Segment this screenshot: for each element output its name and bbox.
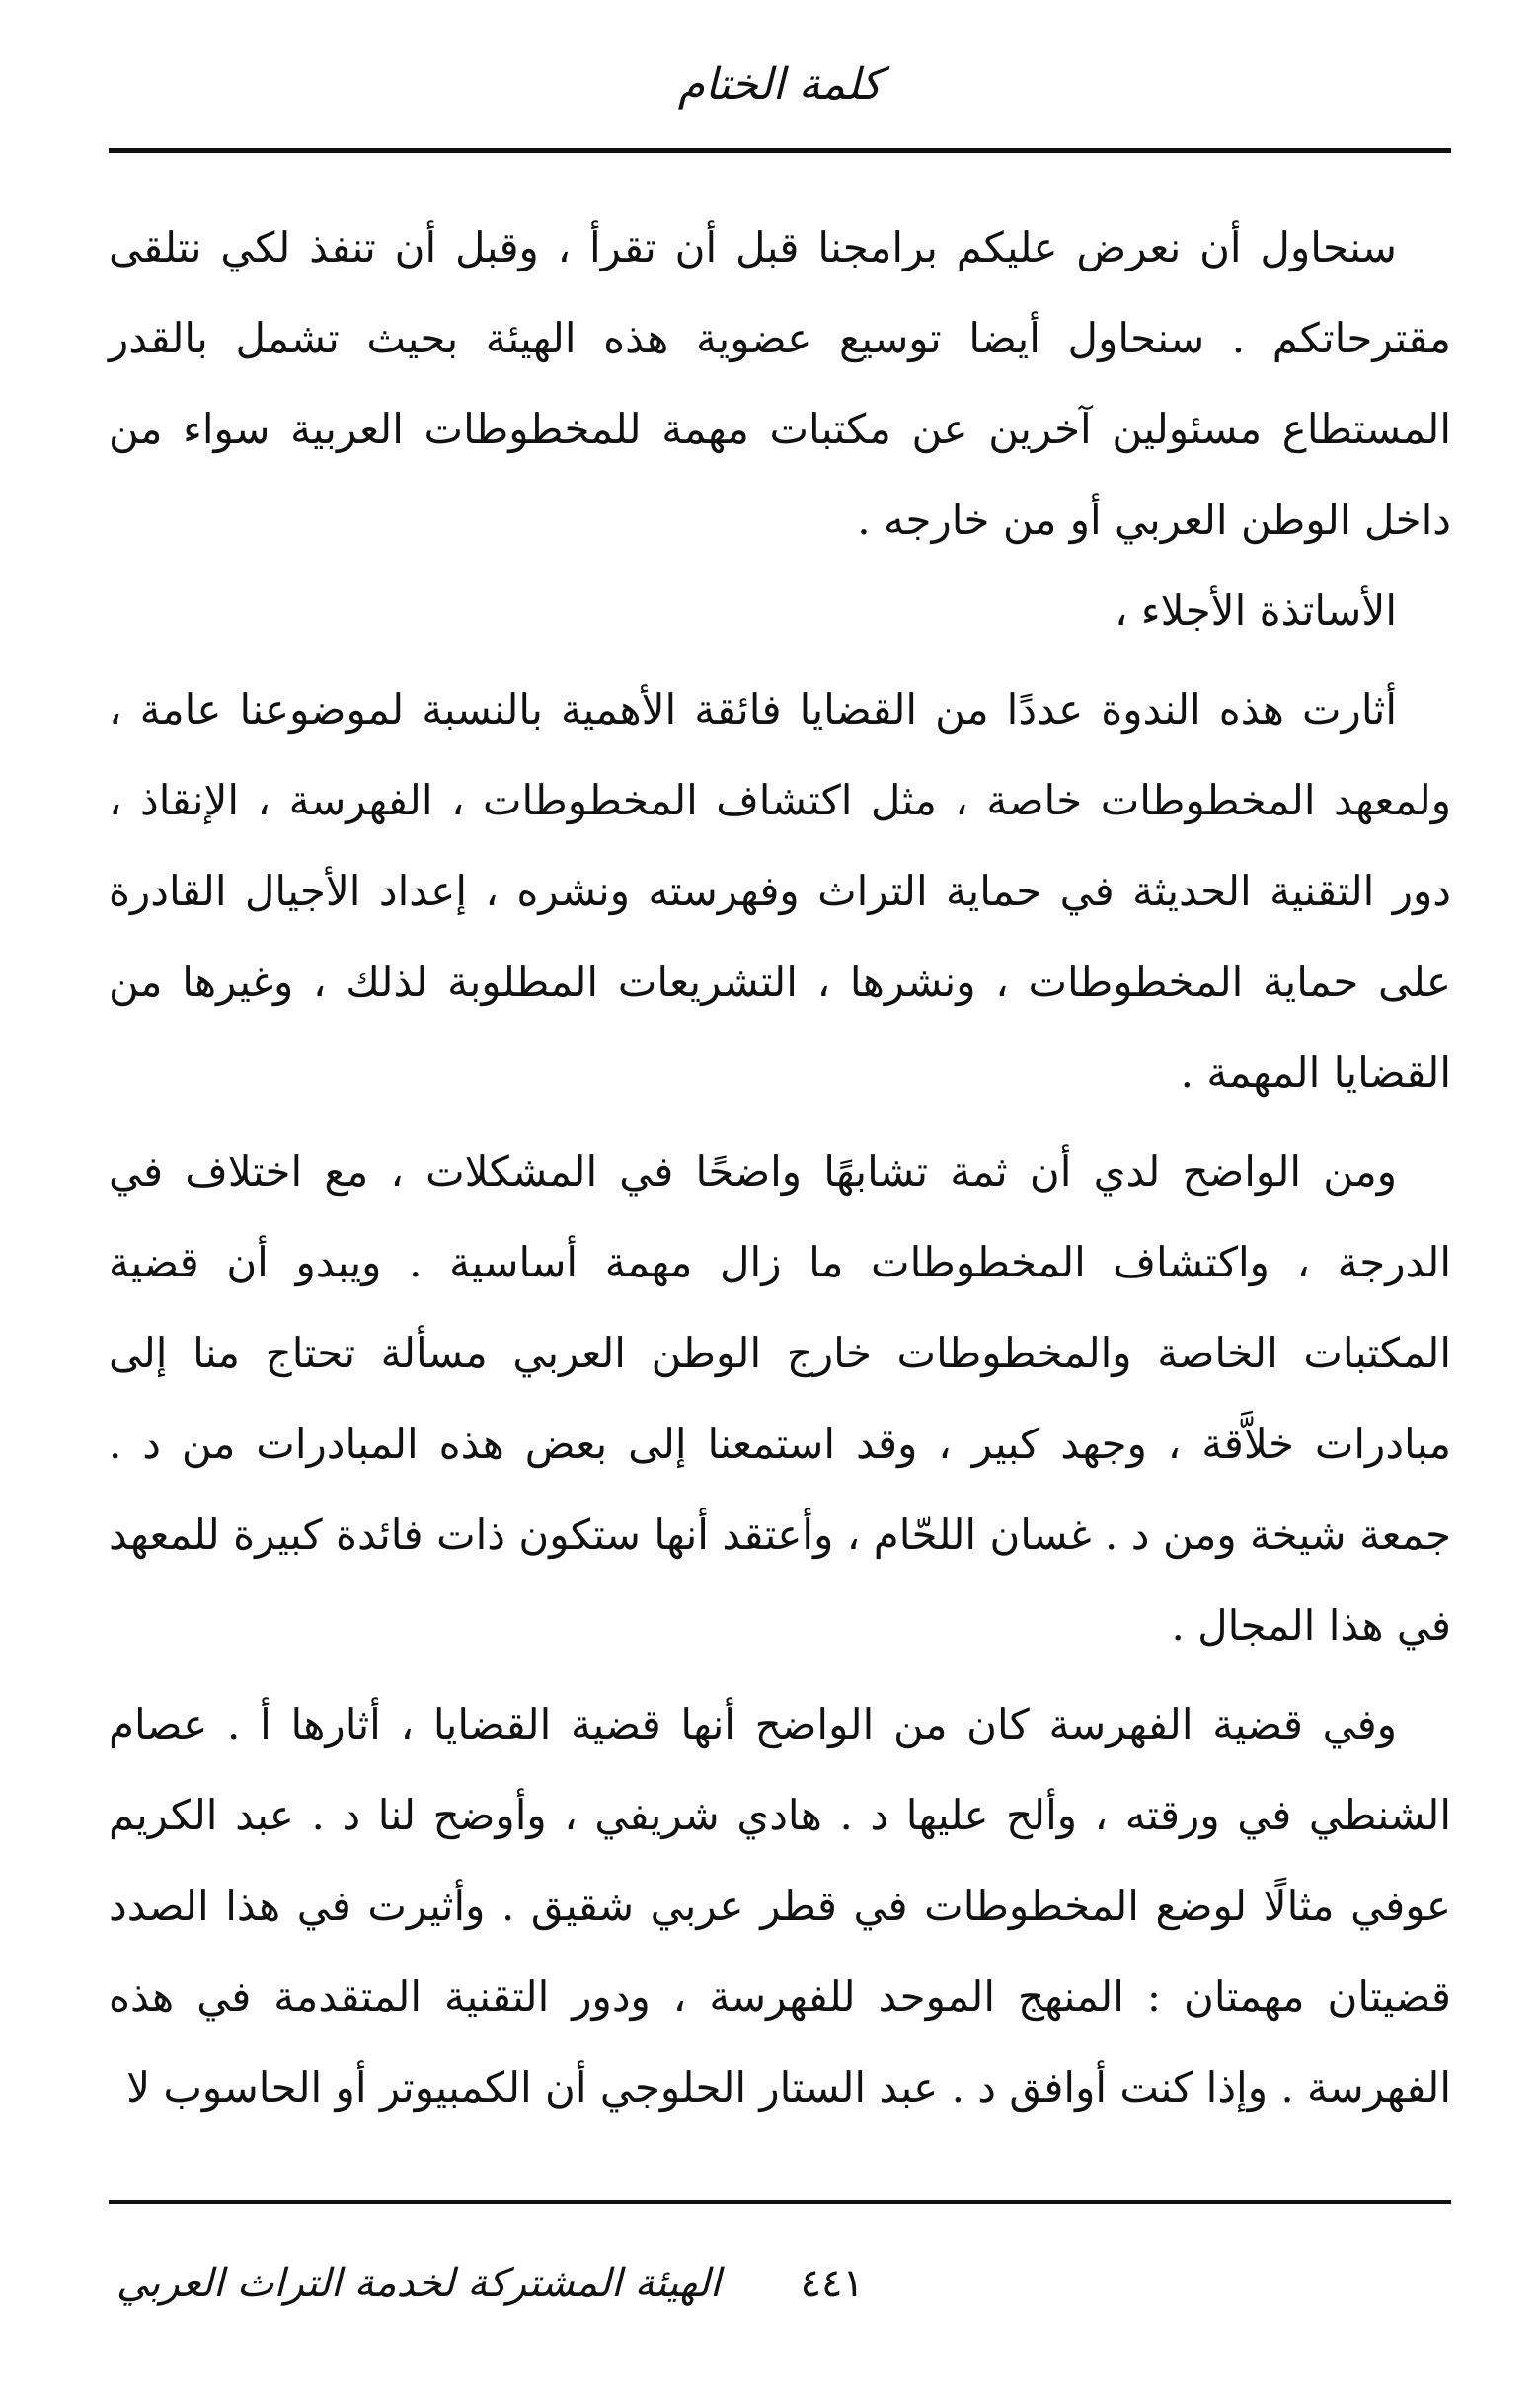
header-rule [109, 148, 1451, 153]
running-title: كلمة الختام [677, 59, 883, 110]
footer-rule [109, 2200, 1451, 2204]
paragraph-1: سنحاول أن نعرض عليكم برامجنا قبل أن تقرأ ، وقبل أن تنفذ لكي نتلقى مقترحاتكم . سنحاول أيضا توسيع عضوية هذه الهيئة بحيث تشمل بالقدر المستطاع مسئولين آخرين عن مكتبات مهمة للمخطوطات العربية سواء من داخل الوطن العربي أو من خارجه . [109, 223, 1451, 544]
paragraph-3: أثارت هذه الندوة عددًا من القضايا فائقة الأهمية بالنسبة لموضوعنا عامة ، ولمعهد المخطوطات خاصة ، مثل اكتشاف المخطوطات ، الفهرسة ، الإنقاذ ، دور التقنية الحديثة في حماية التراث وفهرسته ونشره ، إعداد الأجيال القادرة على حماية المخطوطات ، ونشرها ، التشريعات المطلوبة لذلك ، وغيرها من القضايا المهمة . [109, 685, 1451, 1097]
paragraph-4: ومن الواضح لدي أن ثمة تشابهًا واضحًا في المشكلات ، مع اختلاف في الدرجة ، واكتشاف المخطوطات ما زال مهمة أساسية . ويبدو أن قضية المكتبات الخاصة والمخطوطات خارج الوطن العربي مسألة تحتاج منا إلى مبادرات خلاَّقة ، وجهد كبير ، وقد استمعنا إلى بعض هذه المبادرات من د . جمعة شيخة ومن د . غسان اللحّام ، وأعتقد أنها ستكون ذات فائدة كبيرة للمعهد في هذا المجال . [109, 1147, 1451, 1650]
page-number: ٤٤١ [800, 2261, 864, 2306]
body-text [109, 202, 1451, 2133]
footer-organization: الهيئة المشتركة لخدمة التراث العربي [116, 2261, 721, 2306]
paragraph-salutation: الأساتذة الأجلاء ، [1114, 586, 1397, 635]
page-footer [109, 2261, 1451, 2320]
paragraph-5: وفي قضية الفهرسة كان من الواضح أنها قضية القضايا ، أثارها أ . عصام الشنطي في ورقته ، وألح عليها د . هادي شريفي ، وأوضح لنا د . عبد الكريم عوفي مثالًا لوضع المخطوطات في قطر عربي شقيق . وأثيرت في هذا الصدد قضيتان مهمتان : المنهج الموحد للفهرسة ، ودور التقنية المتقدمة في هذه الفهرسة . وإذا كنت أوافق د . عبد الستار الحلوجي أن الكمبيوتر أو الحاسوب لا [109, 1700, 1451, 2112]
